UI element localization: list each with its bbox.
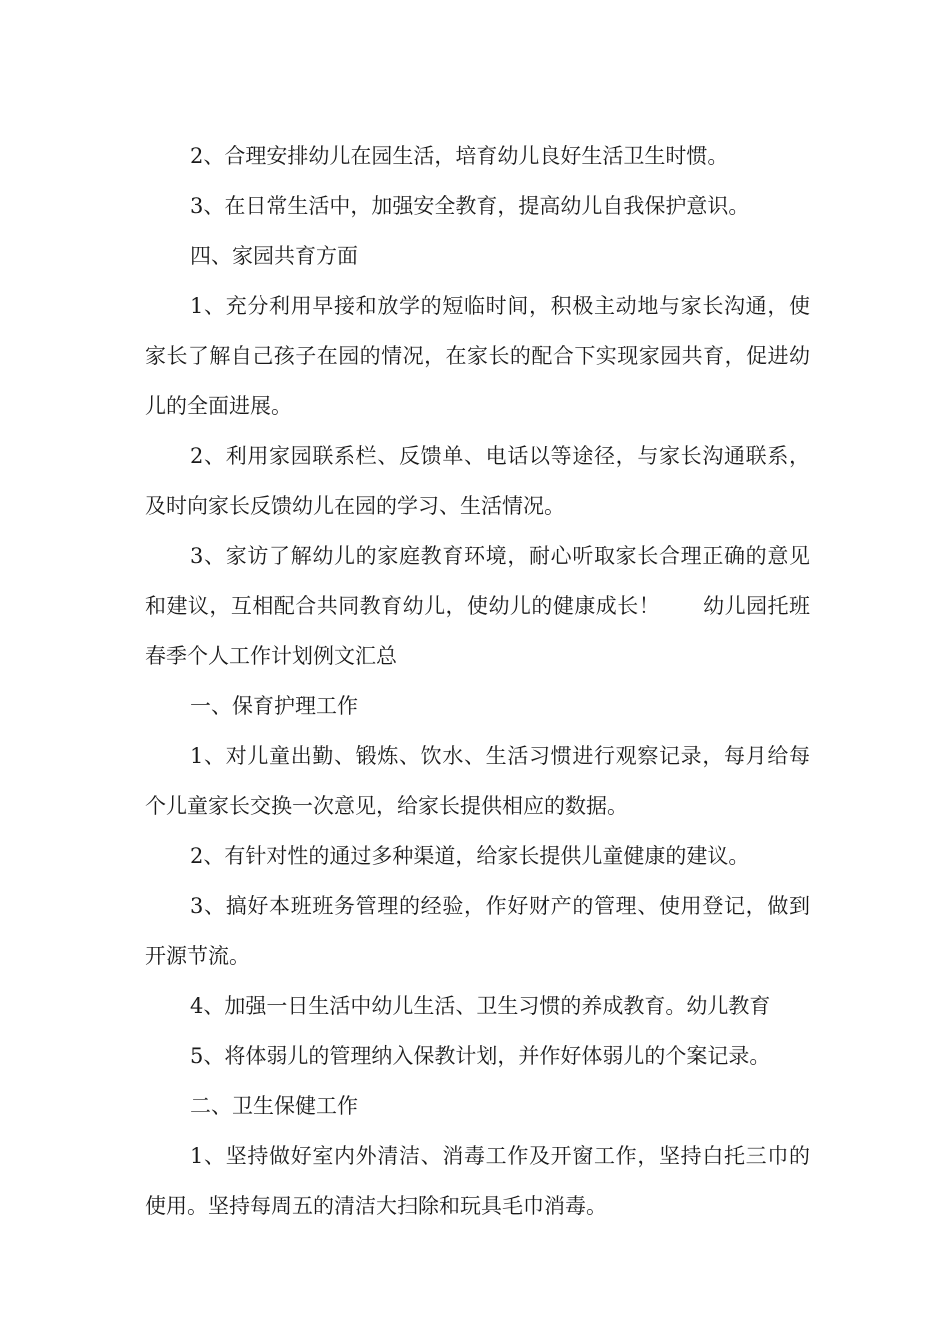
paragraph: 2、利用家园联系栏、反馈单、电话以等途径，与家长沟通联系，及时向家长反馈幼儿在园的学习、生活情况。: [145, 444, 810, 518]
paragraph: 4、加强一日生活中幼儿生活、卫生习惯的养成教育。幼儿教育: [190, 994, 771, 1018]
paragraph: 1、充分利用早接和放学的短临时间，积极主动地与家长沟通，使家长了解自己孩子在园的情况，在家长的配合下实现家园共育，促进幼儿的全面进展。: [145, 294, 810, 418]
paragraph: 2、有针对性的通过多种渠道，给家长提供儿童健康的建议。: [190, 844, 750, 868]
paragraph: 5、将体弱儿的管理纳入保教计划，并作好体弱儿的个案记录。: [190, 1044, 771, 1068]
paragraph: 3、在日常生活中，加强安全教育，提高幼儿自我保护意识。: [190, 194, 750, 218]
section-heading: 二、卫生保健工作: [190, 1094, 358, 1118]
paragraph: 3、家访了解幼儿的家庭教育环境，耐心听取家长合理正确的意见和建议，互相配合共同教育幼儿，使幼儿的健康成长！ 幼儿园托班春季个人工作计划例文汇总: [145, 544, 810, 668]
paragraph: 1、坚持做好室内外清洁、消毒工作及开窗工作，坚持白托三巾的使用。坚持每周五的清洁大扫除和玩具毛巾消毒。: [145, 1144, 810, 1218]
paragraph: 2、合理安排幼儿在园生活，培育幼儿良好生活卫生时惯。: [190, 144, 729, 168]
paragraph: 1、对儿童出勤、锻炼、饮水、生活习惯进行观察记录，每月给每个儿童家长交换一次意见，给家长提供相应的数据。: [145, 744, 810, 818]
paragraph: 3、搞好本班班务管理的经验，作好财产的管理、使用登记，做到开源节流。: [145, 894, 810, 968]
section-heading: 一、保育护理工作: [190, 694, 358, 718]
section-heading: 四、家园共育方面: [190, 244, 358, 268]
document-body: [145, 131, 810, 1231]
